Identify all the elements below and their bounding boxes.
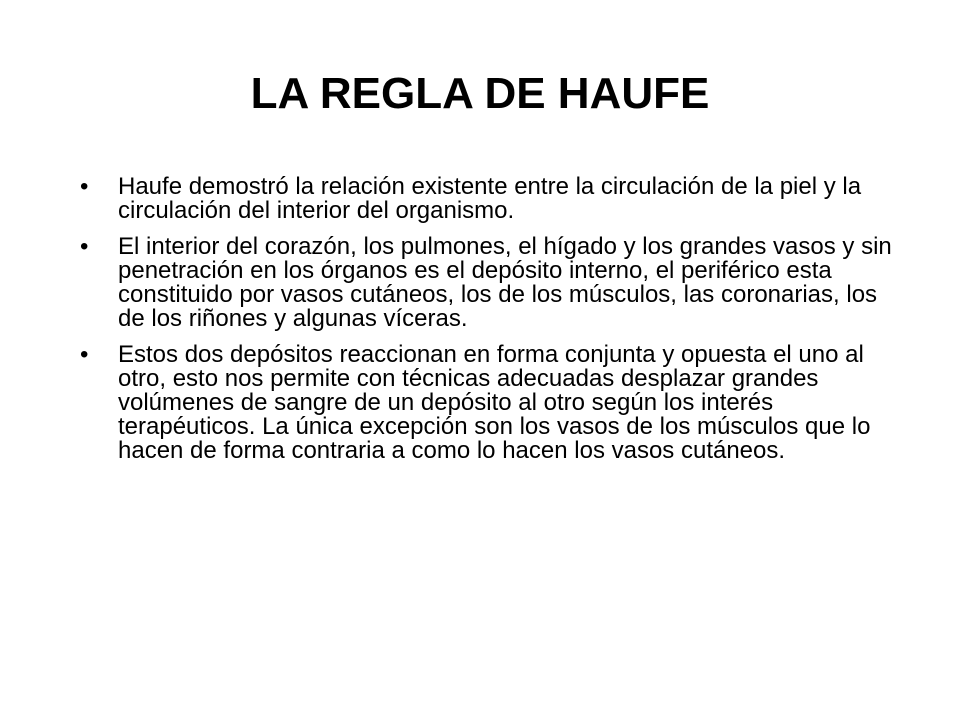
bullet-item xyxy=(80,175,895,223)
slide-title: LA REGLA DE HAUFE xyxy=(250,69,710,118)
bullet-item xyxy=(80,343,895,463)
bullet-text: Estos dos depósitos reaccionan en forma conjunta y opuesta el uno al otro, esto nos permite con técnicas adecuadas desplazar grandes volúmenes de sangre de un depósito al otro según los interés terapéuticos. La única excepción son los vasos de los músculos que lo hacen de forma contraria a como lo hacen los vasos cutáneos. xyxy=(118,341,871,464)
bullet-dot-icon: • xyxy=(80,341,89,368)
bullet-dot-icon: • xyxy=(80,233,89,260)
bullet-dot-icon: • xyxy=(80,173,89,200)
bullet-text: El interior del corazón, los pulmones, el hígado y los grandes vasos y sin penetración en los órganos es el depósito interno, el periférico esta constituido por vasos cutáneos, los de los músculos, las coronarias, los de los riñones y algunas víceras. xyxy=(118,233,892,332)
bullet-list xyxy=(80,175,895,475)
bullet-text: Haufe demostró la relación existente entre la circulación de la piel y la circulación del interior del organismo. xyxy=(118,173,862,224)
bullet-item xyxy=(80,235,895,331)
